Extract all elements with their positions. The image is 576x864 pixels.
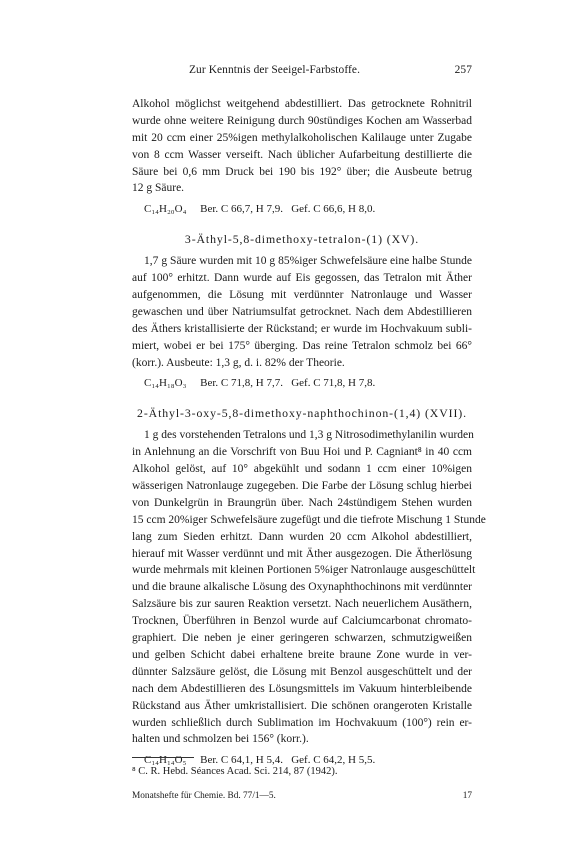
text-line: halten und schmolzen bei 156° (korr.). [132,733,309,746]
text-line: 15 ccm 20%iger Schwefelsäure zugefügt und die tiefrote Mischung 1 Stunde [132,513,486,526]
running-title: Zur Kenntnis der Seeigel-Farbstoffe. [189,64,361,76]
page-number: 257 [454,64,472,76]
text-line: mit 20 ccm einer 25%igen methylalkoholischen Kalilauge unter Zugabe [132,131,472,144]
text-line: Trocknen, Überführen in Benzol wurde auf Calciumcarbonat chromato- [132,615,472,628]
text-line: nach dem Abdestillieren des Lösungsmittels im Vakuum hinterbleibende [132,682,472,695]
text-line: Alkohol möglichst weitgehend abdestilliert. Das getrocknete Rohnitril [132,98,472,110]
text-line: aufgenommen, die Lösung mit verdünnter Natronlauge und Wasser [132,289,472,302]
section-heading: 3-Äthyl-5,8-dimethoxy-tetralon-(1) (XV). [184,232,420,247]
journal-name: Monatshefte für Chemie. Bd. 77/1—5. [132,791,276,801]
analysis-formula: C₁₄H₁₈O₃ Ber. C 71,8, H 7,7. Gef. C 71,8, H 7,8. [144,377,376,390]
text-line: lang zum Sieden erhitzt. Dann wurden 20 ccm Alkohol abdestilliert, [132,530,472,543]
section-paragraph [132,253,472,371]
intro-paragraph [132,96,472,197]
text-line: und die braune alkalische Lösung des Oxynaphthochinons mit verdünnter [132,581,472,594]
text-line: hierauf mit Wasser verdünnt und mit Äther ausgezogen. Die Ätherlösung [132,547,472,560]
text-line: (korr.). Ausbeute: 1,3 g, d. i. 82% der Theorie. [132,356,345,369]
text-line: und gelben Schicht dabei erhaltene breite braune Zone wurde in ver- [132,648,472,661]
text-line: 12 g Säure. [132,182,185,195]
text-line: Rückstand aus Äther umkristallisiert. Die schönen orangeroten Kristalle [132,699,472,712]
text-line: 1,7 g Säure wurden mit 10 g 85%iger Schwefelsäure eine halbe Stunde [144,255,472,268]
text-line: des Äthers kristallisierte der Rückstand; er wurde im Hochvakuum subli- [132,322,472,335]
section-heading: 2-Äthyl-3-oxy-5,8-dimethoxy-naphthochinon-(1,4) (XVII). [137,406,467,421]
text-line: in Anlehnung an die Vorschrift von Buu Hoi und P. Cagniant⁸ in 40 ccm [132,446,472,459]
sheet-number: 17 [462,791,472,801]
section-paragraph [132,427,486,748]
text-line: wässerigen Natronlauge zugegeben. Die Farbe der Lösung schlug hierbei [132,480,472,493]
body-text [132,96,486,769]
analysis-formula: C₁₄H₁₄O₅ Ber. C 64,1, H 5,4. Gef. C 64,2, H 5,5. [144,754,376,767]
text-line: wurden schließlich durch Sublimation im Hochvakuum (100°) rein er- [132,716,472,729]
footnote-divider [132,757,194,758]
footnote: ⁸ C. R. Hebd. Séances Acad. Sci. 214, 87 (1942). [132,766,338,777]
text-line: wurde ohne weitere Reinigung durch 90stündiges Kochen am Wasserbad [132,114,472,127]
text-line: Salzsäure bis zur sauren Reaktion versetzt. Nach neuerlichem Ausäthern, [132,598,472,611]
text-line: wurde mehrmals mit kleinen Portionen 5%iger Natronlauge ausgeschüttelt [132,564,476,577]
text-line: dünnter Salzsäure gelöst, die Lösung mit Benzol ausgeschüttelt und der [132,665,472,678]
text-line: graphiert. Die neben je einer geringeren schwarzen, schmutzigweißen [132,632,472,645]
text-line: auf 100° erhitzt. Dann wurde auf Eis gegossen, das Tetralon mit Äther [132,272,472,285]
text-line: miert, wobei er bei 175° überging. Das reine Tetralon schmolz bei 66° [132,339,472,352]
text-line: gewaschen und über Natriumsulfat getrocknet. Nach dem Abdestillieren [132,305,472,318]
text-line: Säure bei 0,6 mm Druck bei 190 bis 192° über; die Ausbeute betrug [132,165,472,178]
text-line: von Dunkelgrün in Braungrün über. Nach 24stündigem Stehen wurden [132,496,472,509]
text-line: 1 g des vorstehenden Tetralons und 1,3 g Nitrosodimethylanilin wurden [144,429,474,442]
analysis-formula: C₁₄H₂₀O₄ Ber. C 66,7, H 7,9. Gef. C 66,6, H 8,0. [144,203,376,216]
text-line: Alkohol gelöst, auf 10° abgekühlt und sodann 1 ccm einer 10%igen [132,463,472,476]
text-line: von 8 ccm Wasser verseift. Nach üblicher Aufarbeitung destillierte die [132,148,472,161]
